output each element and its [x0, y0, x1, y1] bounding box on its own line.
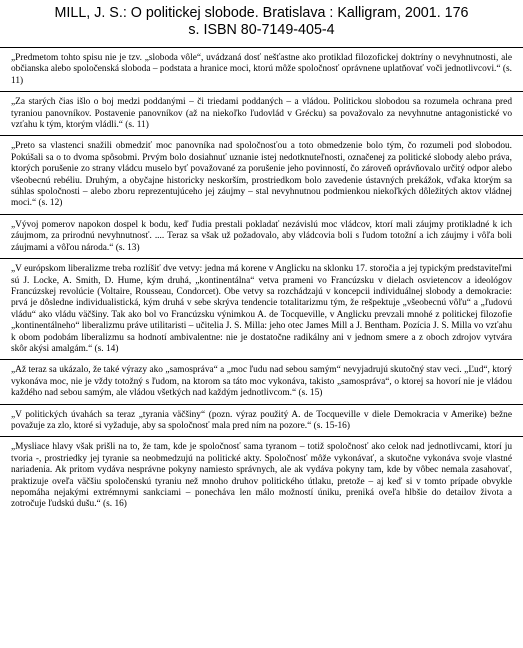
bibliographic-header [0, 0, 523, 48]
quote-block: „V európskom liberalizme treba rozlíšiť dve vetvy: jedna má korene v Anglicku na sklonku 17. storočia a jej typickým predstaviteľmi sú J. Locke, A. Smith, D. Hume, kým druhá, „kontinentálna“ vetva prameni vo Francúzsku v dielach osvietencov a ideológov Francúzskej revolúcie (Voltaire, Rousseau, Condorcet). Obe vetvy sa rozchádzajú v koncepcii individuálnej slobody a demokracie: prvá je dôsledne individualistická, kým druhá v sebe skrýva tendencie totalitarizmu tým, že rešpektuje „všeobecnú vôľu“ a „ľudovú vládu“ ako vládu väčšiny. Tak ako bol vo Francúzsku výnimkou A. de Tocqueville, v Anglicku prevzali mnohé z politickej filozofie „kontinentálneho“ liberalizmu práve utilitaristi – učitelia J. S. Milla: jeho otec James Mill a J. Bentham. Pozícia J. S. Milla vo vzťahu k obom podobám liberalizmu sa hodnotí ambivalentne: nie je dostatočne radikálny ani v jednom smere a z oboch zdrojov vytvára skôr akýsi amalgám.“ (s. 14) [0, 259, 523, 360]
quote-block: „Až teraz sa ukázalo, že také výrazy ako „samospráva“ a „moc ľudu nad sebou samým“ nevyjadrujú skutočný stav veci. „Ľud“, ktorý vykonáva moc, nie je vždy totožný s ľudom, na ktorom sa táto moc vykonáva, takisto „samospráva“, o ktorej sa hovorí nie je vládou každého nad sebou samým, ale vládou všetkých nad každým jednotlivcom.“ (s. 15) [0, 360, 523, 404]
quote-block: „Mysliace hlavy však prišli na to, že tam, kde je spoločnosť sama tyranom – totiž spoločnosť ako celok nad jednotlivcami, ktorí ju tvoria -, prostriedky jej tyranie sa neobmedzujú na politické akty. Spoločnosť môže vykonávať, a skutočne vykonáva svoje vlastné nariadenia. Ak pritom vydáva nesprávne pokyny namiesto správnych, ale ak vydáva pokyny tam, kde by vôbec nemala zasahovať, praktizuje oveľa väčšiu spoločenskú tyraniu než mnoho druhov politického útlaku, pretože – aj keď si v tomto prípade obvykle nepomáha nejakými extrémnymi sankciami – ponecháva len málo možností úniku, preniká oveľa hlbšie do detailov života a zotročuje ľudskú dušu.“ (s. 16) [11, 442, 512, 510]
header-line-1: MILL, J. S.: O politickej slobode. Bratislava : Kalligram, 2001. 176 [54, 5, 469, 21]
quote-block: „Preto sa vlastenci snažili obmedziť moc panovníka nad spoločnosťou a toto obmedzenie bolo tým, čo rozumeli pod slobodou. Pokúšali sa o to dvoma spôsobmi. Prvým bolo dosiahnuť uznanie istej nedotknuteľnosti, označenej za politické slobody alebo práva, ktorých porušenie zo strany vládcu muselo byť považované za porušenie jeho povinností, čo zároveň oprávňovalo určitý odpor alebo všeobecnú rebéliu. Druhým, a obyčajne historicky neskorším, prostriedkom bolo zavedenie ústavných prekážok, vďaka ktorým sa súhlas spoločnosti – alebo zboru reprezentujúceho jej záujmy – stal nevyhnutnou podmienkou niekoľkých dôležitých aktov vládnej moci.“ (s. 12) [0, 136, 523, 214]
quote-block: „Za starých čias išlo o boj medzi poddanými – či triedami poddaných – a vládou. Politickou slobodou sa rozumela ochrana pred tyraniou panovníkov. Postavenie panovníkov (až na niekoľko ľudovlád v Grécku) sa považovalo za nevyhnutne antagonistické vo vzťahu k tým, ktorým vládli.“ (s. 11) [0, 92, 523, 136]
quote-block: „Vývoj pomerov napokon dospel k bodu, keď ľudia prestali pokladať nezávislú moc vládcov, ktorí mali záujmy protikladné k ich záujmom, za prirodnú nevyhnutnosť. .... Teraz sa však už požadovalo, aby vládcovia boli s ľudom totožní a ich záujmy i vôľa boli záujmami a vôľou národa.“ (s. 13) [0, 215, 523, 259]
quote-block: „Predmetom tohto spisu nie je tzv. „sloboda vôle“, uvádzaná dosť nešťastne ako protiklad filozofickej doktríny o nevyhnutnosti, ale občianska alebo spoločenská sloboda – podstata a hranice moci, ktorú môže spoločnosť oprávnene uplatňovať voči jednotlivcovi.“ (s. 11) [0, 48, 523, 92]
quote-block: „V politických úvahách sa teraz „tyrania väčšiny“ (pozn. výraz použitý A. de Tocqueville v diele Demokracia v Amerike) bežne považuje za zlo, ktoré si vyžaduje, aby sa spoločnosť mala pred ním na pozore.“ (s. 15-16) [0, 405, 523, 438]
header-line-2: s. ISBN 80-7149-405-4 [188, 22, 335, 38]
